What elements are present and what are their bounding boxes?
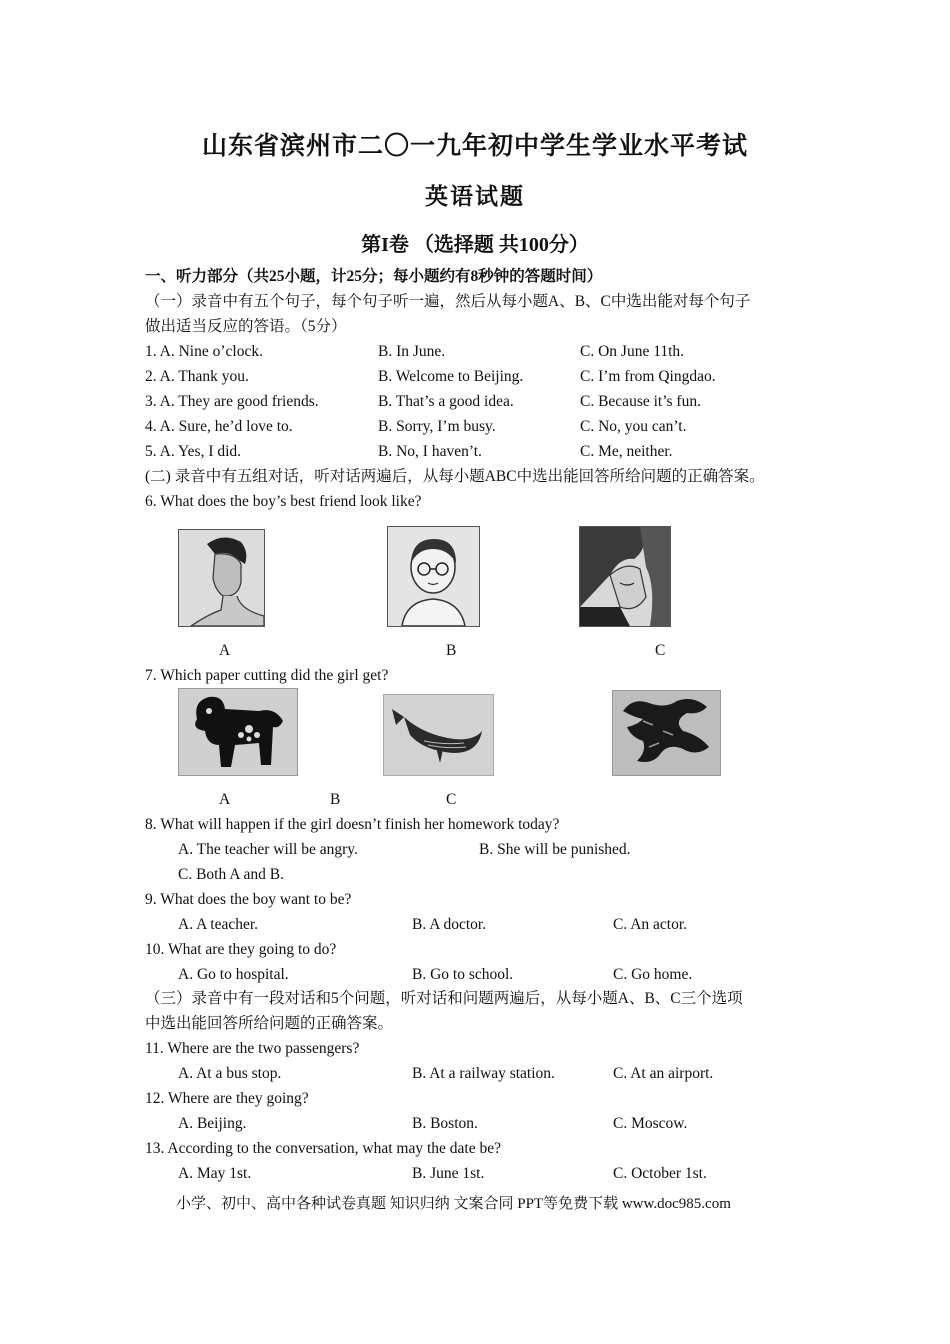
q1-option-c: C. On June 11th. — [580, 343, 685, 360]
q7-label-b: B — [330, 791, 341, 808]
q4-option-a: 4. A. Sure, he’d love to. — [145, 418, 293, 435]
q6-picture-b-boy-glasses — [387, 526, 480, 627]
part3-intro: （三）录音中有一段对话和5个问题，听对话和问题两遍后，从每小题A、B、C三个选项 — [145, 990, 743, 1007]
part1-intro-cont: 做出适当反应的答语。（5分） — [145, 318, 347, 335]
q9-option-b: B. A doctor. — [412, 916, 487, 933]
q11-stem: 11. Where are the two passengers? — [145, 1040, 360, 1057]
q9-stem: 9. What does the boy want to be? — [145, 891, 352, 908]
q7-stem: 7. Which paper cutting did the girl get? — [145, 667, 389, 684]
q1-option-b: B. In June. — [378, 343, 446, 360]
q9-option-c: C. An actor. — [613, 916, 688, 933]
q11-option-b: B. At a railway station. — [412, 1065, 555, 1082]
q6-picture-c-girl-long-hair — [579, 526, 671, 627]
q5-option-a: 5. A. Yes, I did. — [145, 443, 242, 460]
q10-option-c: C. Go home. — [613, 966, 693, 983]
page-subtitle: 英语试题 — [425, 184, 525, 209]
page-title: 山东省滨州市二〇一九年初中学生学业水平考试 — [201, 133, 748, 160]
q7-picture-c-dragon-papercut — [612, 690, 721, 776]
q3-option-b: B. That’s a good idea. — [378, 393, 514, 410]
q12-option-c: C. Moscow. — [613, 1115, 688, 1132]
q11-option-a: A. At a bus stop. — [178, 1065, 282, 1082]
q8-stem: 8. What will happen if the girl doesn’t finish her homework today? — [145, 816, 560, 833]
q10-option-a: A. Go to hospital. — [178, 966, 289, 983]
q13-option-a: A. May 1st. — [178, 1165, 252, 1182]
q6-picture-a-man-profile — [178, 529, 265, 627]
q12-option-a: A. Beijing. — [178, 1115, 247, 1132]
q8-option-b: B. She will be punished. — [479, 841, 631, 858]
q8-option-a: A. The teacher will be angry. — [178, 841, 358, 858]
q7-label-c: C — [446, 791, 457, 808]
q13-option-b: B. June 1st. — [412, 1165, 485, 1182]
q6-stem: 6. What does the boy’s best friend look like? — [145, 493, 422, 510]
volume-heading: 第I卷 （选择题 共100分） — [361, 234, 589, 256]
q6-label-a: A — [219, 642, 231, 659]
q12-option-b: B. Boston. — [412, 1115, 478, 1132]
q3-option-c: C. Because it’s fun. — [580, 393, 701, 410]
q2-option-b: B. Welcome to Beijing. — [378, 368, 524, 385]
q2-option-a: 2. A. Thank you. — [145, 368, 249, 385]
q1-option-a: 1. A. Nine o’clock. — [145, 343, 263, 360]
footer-ad: 小学、初中、高中各种试卷真题 知识归纳 文案合同 PPT等免费下载 www.doc985.com — [176, 1196, 731, 1212]
q10-stem: 10. What are they going to do? — [145, 941, 337, 958]
q12-stem: 12. Where are they going? — [145, 1090, 309, 1107]
q11-option-c: C. At an airport. — [613, 1065, 714, 1082]
q7-label-a: A — [219, 791, 231, 808]
q4-option-c: C. No, you can’t. — [580, 418, 687, 435]
q13-stem: 13. According to the conversation, what may the date be? — [145, 1140, 501, 1157]
q2-option-c: C. I’m from Qingdao. — [580, 368, 716, 385]
q10-option-b: B. Go to school. — [412, 966, 514, 983]
q8-option-c: C. Both A and B. — [178, 866, 284, 883]
q13-option-c: C. October 1st. — [613, 1165, 707, 1182]
q5-option-c: C. Me, neither. — [580, 443, 673, 460]
q3-option-a: 3. A. They are good friends. — [145, 393, 319, 410]
q7-picture-b-fish-papercut — [383, 694, 494, 776]
part2-intro: (二) 录音中有五组对话，听对话两遍后，从每小题ABC中选出能回答所给问题的正确答案。 — [145, 468, 765, 485]
q5-option-b: B. No, I haven’t. — [378, 443, 482, 460]
q6-label-c: C — [655, 642, 666, 659]
q6-label-b: B — [446, 642, 457, 659]
q9-option-a: A. A teacher. — [178, 916, 259, 933]
q7-picture-a-dog-papercut — [178, 688, 298, 776]
part1-intro: （一）录音中有五个句子，每个句子听一遍，然后从每小题A、B、C中选出能对每个句子 — [145, 293, 751, 310]
part3-intro-cont: 中选出能回答所给问题的正确答案。 — [145, 1015, 394, 1032]
q4-option-b: B. Sorry, I’m busy. — [378, 418, 496, 435]
section-heading: 一、听力部分（共25小题，计25分；每小题约有8秒钟的答题时间） — [145, 268, 603, 285]
